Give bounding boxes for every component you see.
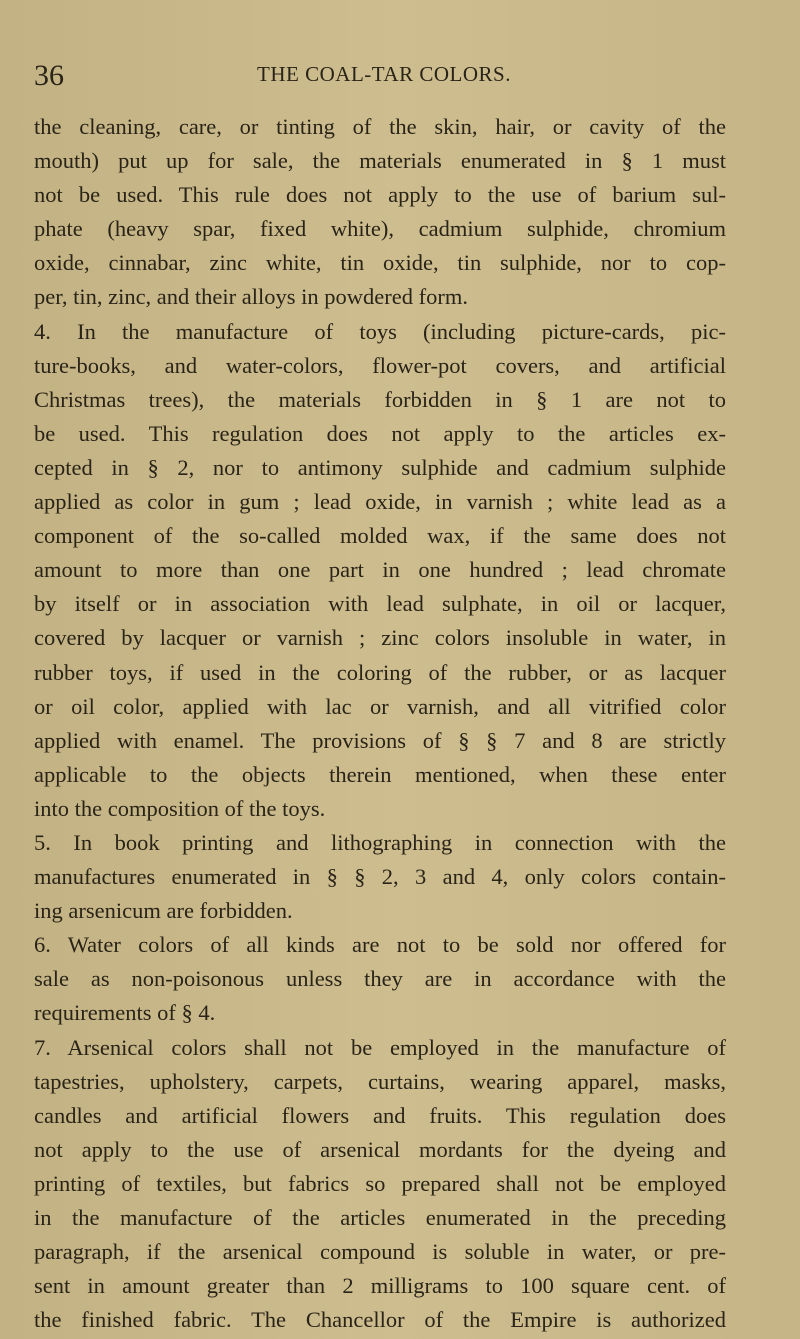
text-line: requirements of § 4. bbox=[34, 1000, 216, 1026]
text-line: Christmas trees), the materials forbidden in § 1 are not to bbox=[34, 386, 726, 412]
text-line: amount to more than one part in one hundred ; lead chromate bbox=[34, 557, 726, 583]
text-line: per, tin, zinc, and their alloys in powdered form. bbox=[34, 284, 468, 310]
text-line: candles and artificial flowers and fruits. This regulation does bbox=[34, 1102, 726, 1128]
text-line: rubber toys, if used in the coloring of the rubber, or as lacquer bbox=[34, 659, 726, 685]
text-line: applied as color in gum ; lead oxide, in varnish ; white lead as a bbox=[34, 489, 726, 515]
text-line: covered by lacquer or varnish ; zinc colors insoluble in water, in bbox=[34, 625, 726, 651]
body-text bbox=[34, 110, 726, 1337]
text-line: mouth) put up for sale, the materials enumerated in § 1 must bbox=[34, 148, 726, 174]
text-line: or oil color, applied with lac or varnish, and all vitrified color bbox=[34, 693, 726, 719]
text-line: printing of textiles, but fabrics so prepared shall not be employed bbox=[34, 1170, 726, 1196]
text-line: the cleaning, care, or tinting of the skin, hair, or cavity of the bbox=[34, 114, 726, 139]
page-header bbox=[34, 56, 734, 96]
text-line: by itself or in association with lead sulphate, in oil or lacquer, bbox=[34, 591, 726, 617]
text-line: cepted in § 2, nor to antimony sulphide and cadmium sulphide bbox=[34, 454, 726, 480]
text-line: phate (heavy spar, fixed white), cadmium sulphide, chromium bbox=[34, 216, 726, 242]
text-line: be used. This regulation does not apply to the articles ex- bbox=[34, 420, 726, 446]
text-line: ing arsenicum are forbidden. bbox=[34, 898, 293, 924]
text-line: paragraph, if the arsenical compound is soluble in water, or pre- bbox=[34, 1239, 726, 1265]
text-line: manufactures enumerated in § § 2, 3 and 4, only colors contain- bbox=[34, 864, 726, 890]
text-line: ture-books, and water-colors, flower-pot covers, and artificial bbox=[34, 352, 726, 378]
text-line: applicable to the objects therein mentioned, when these enter bbox=[34, 761, 726, 787]
text-line: sale as non-poisonous unless they are in accordance with the bbox=[34, 966, 726, 992]
text-line: tapestries, upholstery, carpets, curtains, wearing apparel, masks, bbox=[34, 1068, 726, 1094]
text-line: the finished fabric. The Chancellor of the Empire is authorized bbox=[34, 1307, 726, 1333]
text-line: applied with enamel. The provisions of § § 7 and 8 are strictly bbox=[34, 727, 726, 753]
running-title: THE COAL-TAR COLORS. bbox=[257, 62, 511, 86]
text-line: into the composition of the toys. bbox=[34, 795, 326, 821]
text-line: sent in amount greater than 2 milligrams to 100 square cent. of bbox=[34, 1273, 726, 1299]
text-line: 4. In the manufacture of toys (including picture-cards, pic- bbox=[34, 318, 726, 344]
text-line: not be used. This rule does not apply to the use of barium sul- bbox=[34, 182, 726, 208]
text-line: 5. In book printing and lithographing in connection with the bbox=[34, 829, 726, 855]
text-line: not apply to the use of arsenical mordants for the dyeing and bbox=[34, 1136, 726, 1162]
text-line: 7. Arsenical colors shall not be employed in the manufacture of bbox=[34, 1034, 726, 1060]
text-line: component of the so-called molded wax, if the same does not bbox=[34, 523, 726, 549]
text-line: in the manufacture of the articles enumerated in the preceding bbox=[34, 1205, 726, 1230]
page-number: 36 bbox=[34, 59, 64, 92]
text-line: oxide, cinnabar, zinc white, tin oxide, tin sulphide, nor to cop- bbox=[34, 250, 726, 276]
text-line: 6. Water colors of all kinds are not to be sold nor offered for bbox=[34, 932, 726, 958]
